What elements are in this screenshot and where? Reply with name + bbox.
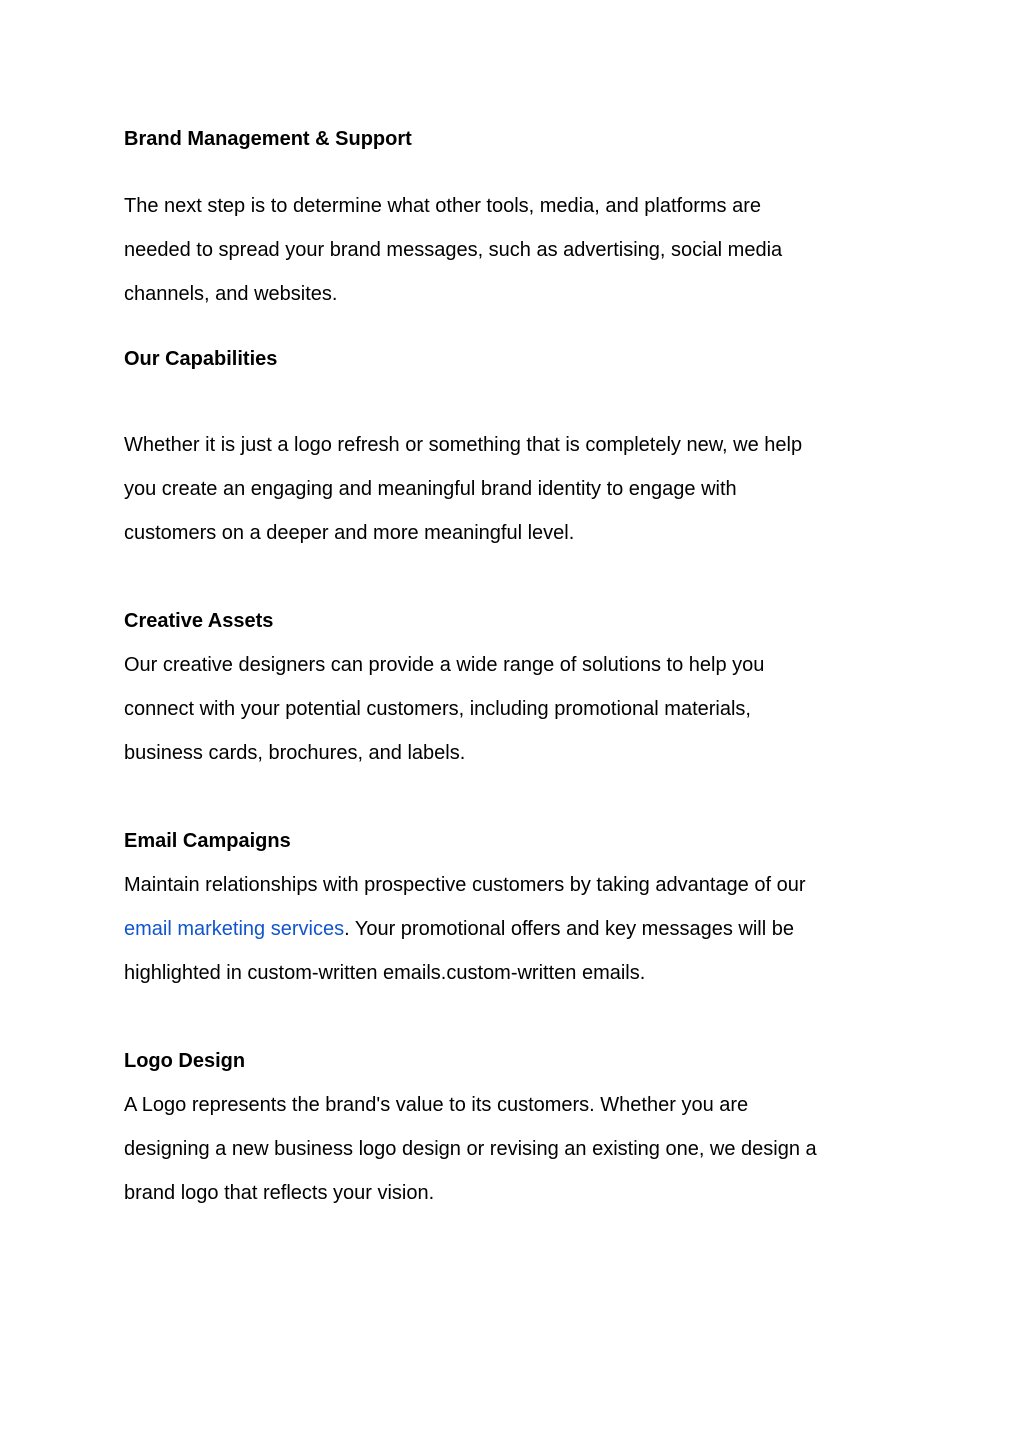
text-line: designing a new business logo design or revising an existing one, we design a — [124, 1138, 817, 1160]
text-line: Maintain relationships with prospective customers by taking advantage of our — [124, 874, 806, 896]
text-line: The next step is to determine what other tools, media, and platforms are — [124, 195, 761, 217]
text-line: Whether it is just a logo refresh or something that is completely new, we help — [124, 434, 803, 456]
text-line: customers on a deeper and more meaningful level. — [124, 522, 575, 544]
paragraph-our-capabilities — [124, 423, 904, 555]
paragraph-logo-design — [124, 1083, 904, 1215]
text-line: channels, and websites. — [124, 283, 338, 305]
text-line: highlighted in custom-written emails.custom-written emails. — [124, 962, 646, 984]
paragraph-creative-assets — [124, 643, 904, 775]
heading-logo-design: Logo Design — [124, 1050, 246, 1072]
heading-our-capabilities: Our Capabilities — [124, 348, 278, 370]
text-fragment: . Your promotional offers and key messages will be — [344, 918, 794, 940]
paragraph-brand-management — [124, 184, 904, 316]
text-line: business cards, brochures, and labels. — [124, 742, 466, 764]
text-line: brand logo that reflects your vision. — [124, 1182, 435, 1204]
email-marketing-services-link[interactable]: email marketing services — [124, 918, 345, 940]
heading-email-campaigns: Email Campaigns — [124, 830, 291, 852]
text-line — [124, 907, 904, 951]
text-line: needed to spread your brand messages, such as advertising, social media — [124, 239, 783, 261]
text-line: A Logo represents the brand's value to its customers. Whether you are — [124, 1094, 749, 1116]
heading-brand-management: Brand Management & Support — [124, 128, 412, 150]
text-line: connect with your potential customers, including promotional materials, — [124, 698, 751, 720]
heading-creative-assets: Creative Assets — [124, 610, 274, 632]
text-line: Our creative designers can provide a wide range of solutions to help you — [124, 654, 765, 676]
paragraph-email-campaigns — [124, 863, 904, 995]
text-line: you create an engaging and meaningful brand identity to engage with — [124, 478, 737, 500]
